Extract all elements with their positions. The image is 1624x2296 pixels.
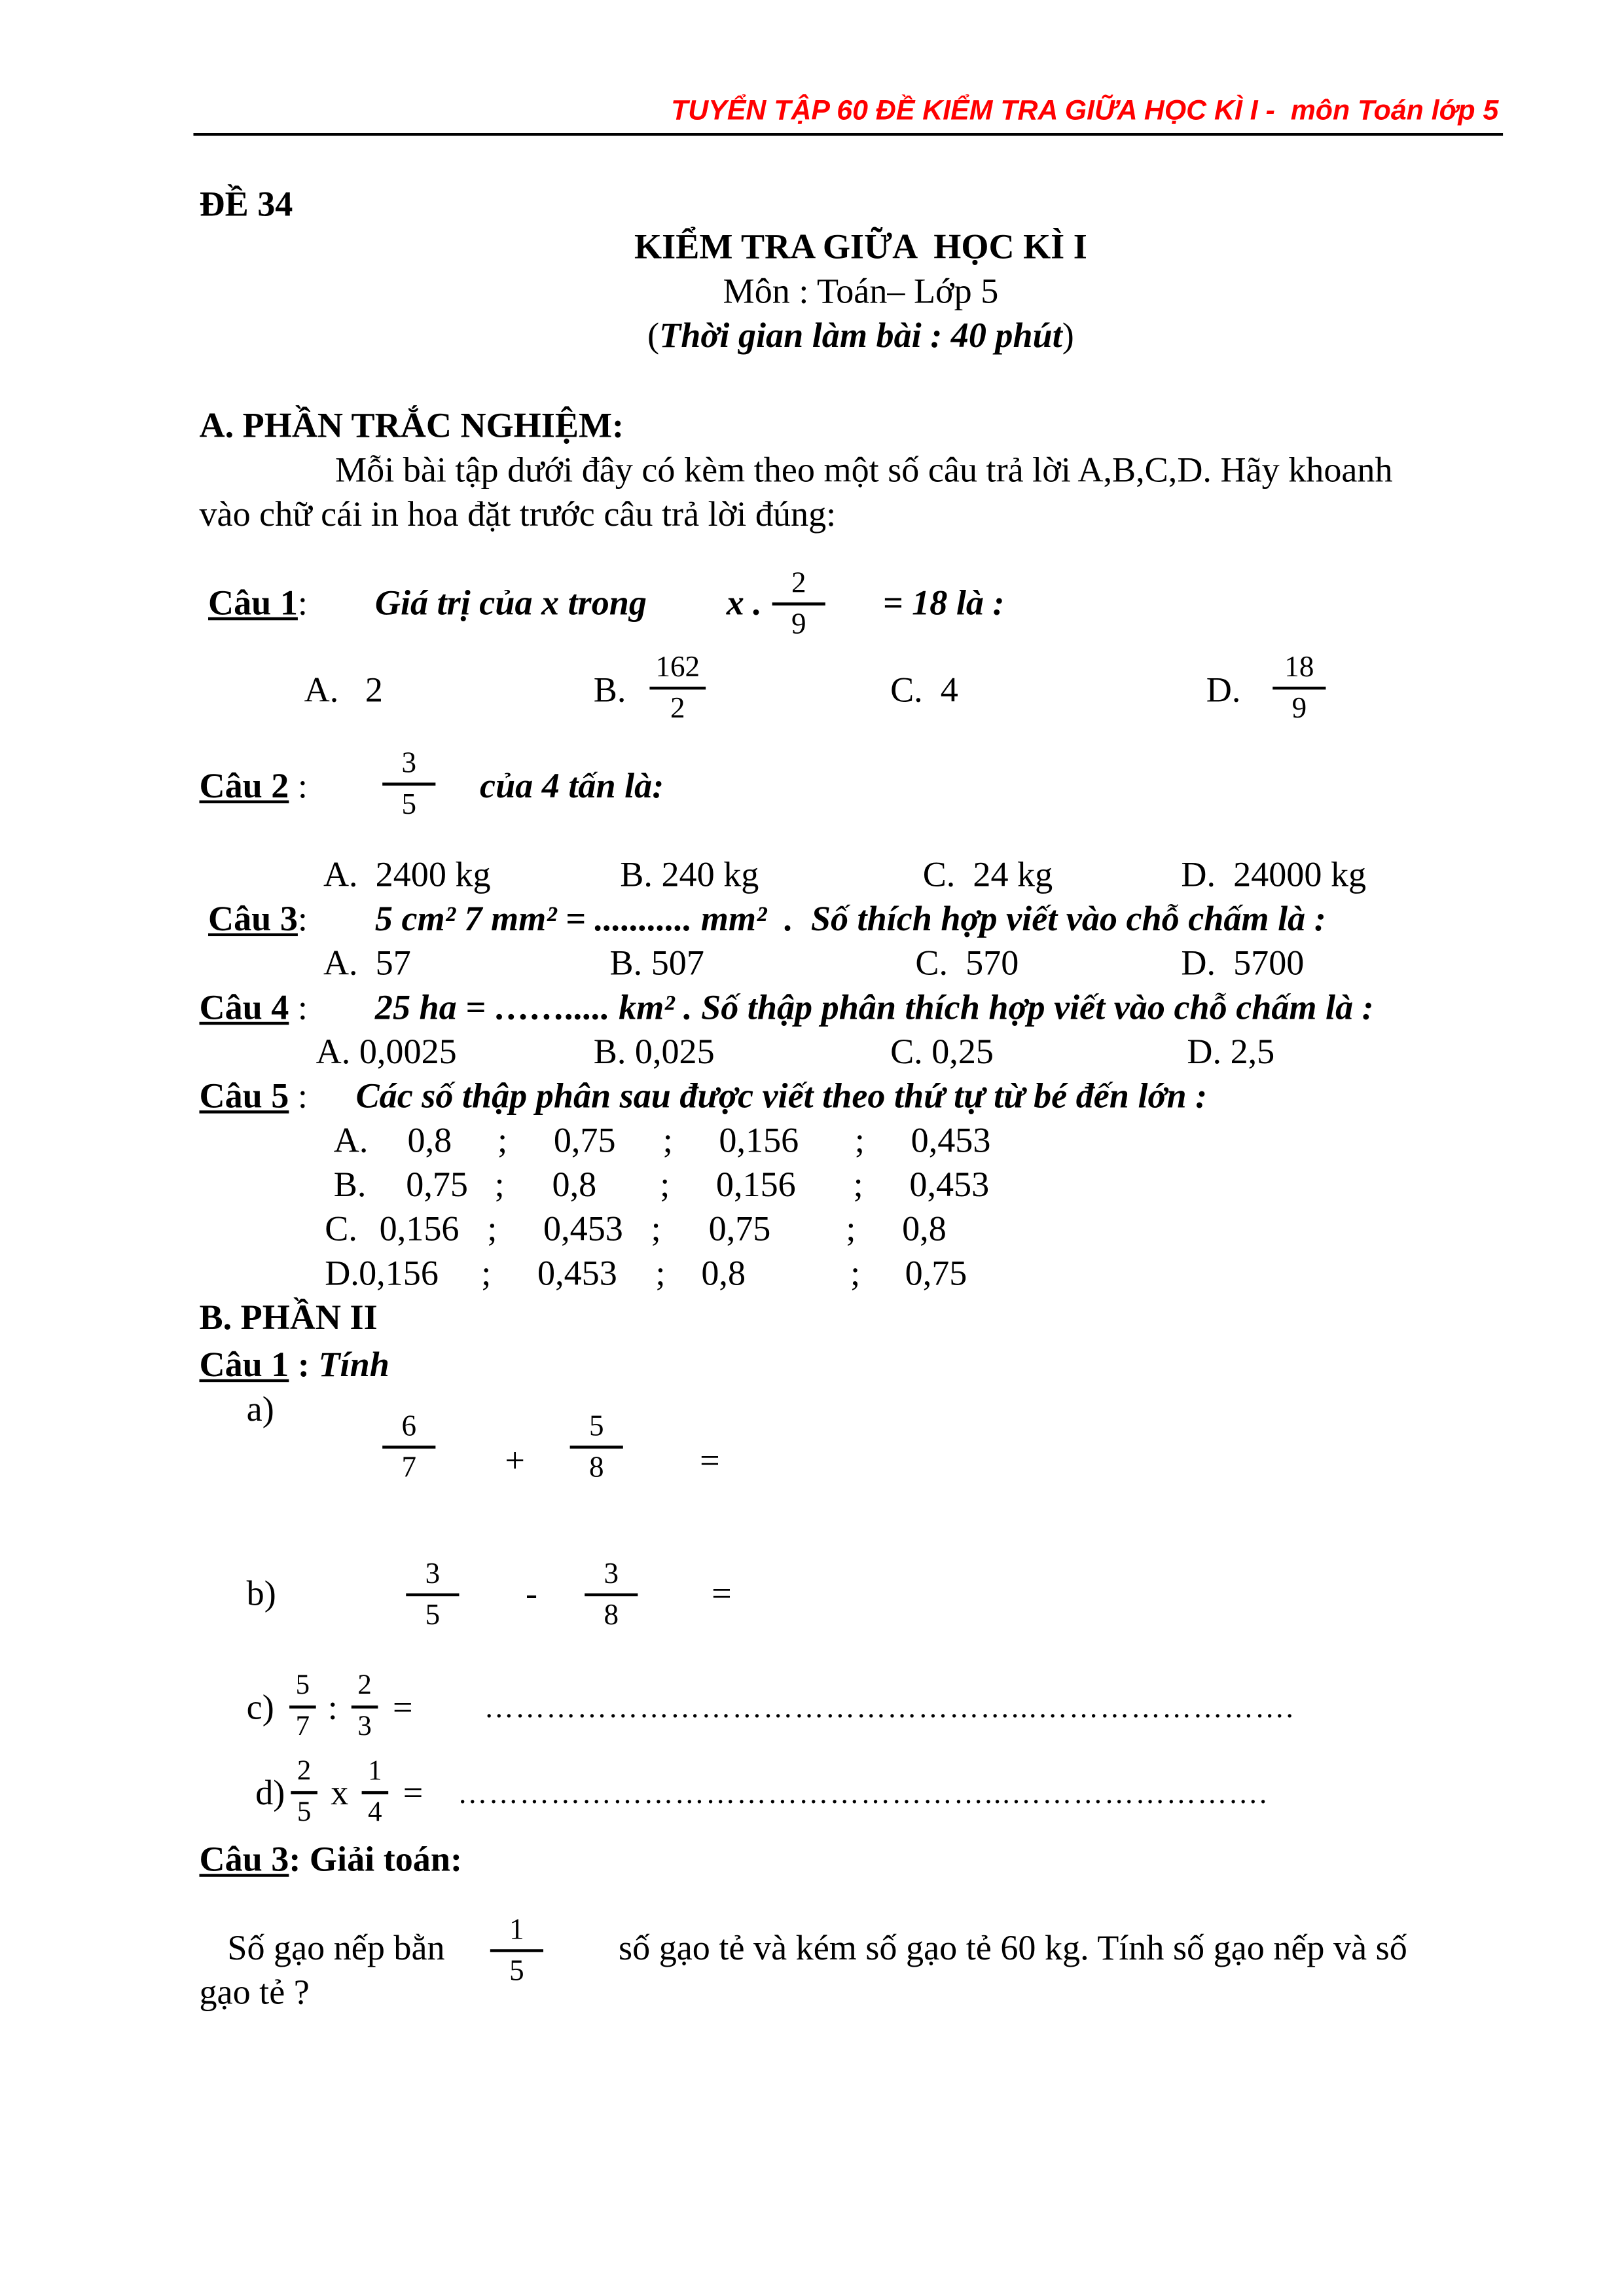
option-d[interactable]: D. [1206, 672, 1241, 710]
label: Câu 1 [208, 585, 298, 623]
option-letter[interactable]: D. [325, 1255, 359, 1294]
fraction: 2 9 [772, 567, 825, 640]
question-5-label: Câu 5 : [199, 1078, 308, 1117]
option-value: 0,8 [701, 1255, 746, 1294]
time-line [647, 314, 1074, 359]
part-b-question-3-label: Câu 3: Giải toán: [199, 1841, 463, 1880]
question-4-text: 25 ha = ……..... km² . Số thập phân thích hợp viết vào chỗ chấm là : [374, 989, 1374, 1028]
option-a[interactable]: A. 0,0025 [316, 1033, 457, 1072]
header-title: TUYỂN TẬP 60 ĐỀ KIỂM TRA GIỮA HỌC KÌ I - môn Toán lớp 5 [671, 96, 1499, 127]
instruction-line-2: vào chữ cái in hoa đặt trước câu trả lời đúng: [199, 496, 837, 535]
operator: - [525, 1575, 538, 1614]
option-value: 0,156 [359, 1255, 439, 1294]
equals: = [403, 1775, 424, 1813]
part-a-heading: A. PHẦN TRẮC NGHIỆM: [199, 407, 624, 446]
option-value: 0,453 [537, 1255, 617, 1294]
equals: = [712, 1575, 732, 1614]
option-b[interactable]: B. 240 kg [620, 856, 759, 895]
fraction: 1 4 [362, 1756, 389, 1829]
separator: ; [481, 1255, 492, 1294]
separator: ; [846, 1211, 856, 1250]
separator: ; [655, 1255, 666, 1294]
option-a[interactable]: A. 2400 kg [323, 856, 491, 895]
option-d[interactable]: D. 24000 kg [1181, 856, 1367, 895]
equals: = [392, 1689, 413, 1728]
problem-text-2: số gạo tẻ và kém số gạo tẻ 60 kg. Tính số gạo nếp và số [619, 1929, 1407, 1969]
fraction: 3 5 [406, 1558, 459, 1631]
fraction: 2 3 [352, 1670, 378, 1743]
question-2-label: Câu 2 : [199, 767, 308, 807]
option-value: 0,75 [553, 1122, 616, 1161]
exam-number: ĐỀ 34 [199, 186, 293, 225]
option-letter[interactable]: B. [333, 1166, 367, 1205]
option-a[interactable]: A. 57 [323, 945, 411, 984]
option-value: 0,453 [909, 1166, 990, 1205]
answer-line[interactable]: ……………………………………………...……………………. [458, 1777, 1269, 1811]
question-1-x: x . [726, 585, 762, 623]
fraction: 3 5 [382, 747, 435, 820]
option-letter[interactable]: C. [325, 1211, 357, 1250]
exam-title: KIỂM TRA GIỮA HỌC KÌ I [634, 228, 1087, 268]
separator: ; [494, 1166, 505, 1205]
option-b[interactable]: B. 507 [609, 945, 704, 984]
equals: = [700, 1442, 720, 1482]
option-value: 0,453 [911, 1122, 991, 1161]
fraction: 5 8 [570, 1410, 623, 1484]
option-d[interactable]: D. 2,5 [1187, 1033, 1275, 1072]
operator: : [327, 1689, 338, 1728]
item-c-label: c) [246, 1689, 274, 1728]
separator: ; [660, 1166, 670, 1205]
question-1-label [208, 582, 308, 627]
fraction: 2 5 [291, 1756, 317, 1829]
question-4-label: Câu 4 : [199, 989, 308, 1028]
colon: : [297, 585, 308, 623]
option-letter[interactable]: A. [333, 1122, 369, 1161]
part-b-heading: B. PHẦN II [199, 1299, 378, 1338]
question-3-text: 5 cm² 7 mm² = ........... mm² . Số thích hợp viết vào chỗ chấm là : [374, 900, 1326, 939]
paren: ( [647, 317, 660, 356]
operator: x [331, 1775, 349, 1813]
question-2-text: của 4 tấn là: [480, 767, 664, 807]
time-text: Thời gian làm bài : 40 phút [659, 317, 1062, 356]
fraction: 1 5 [490, 1914, 543, 1987]
option-d[interactable]: D. 5700 [1181, 945, 1305, 984]
fraction: 6 7 [382, 1410, 435, 1484]
option-value: 0,8 [407, 1122, 452, 1161]
option-c[interactable]: C. 4 [890, 672, 958, 710]
separator: ; [850, 1255, 861, 1294]
option-value: 0,156 [379, 1211, 460, 1250]
option-b[interactable]: B. [593, 672, 626, 710]
problem-text-3: gạo tẻ ? [199, 1974, 310, 2013]
fraction: 18 9 [1272, 651, 1326, 725]
option-value: 0,75 [708, 1211, 771, 1250]
instruction-line-1: Mỗi bài tập dưới đây có kèm theo một số câu trả lời A,B,C,D. Hãy khoanh [334, 452, 1393, 490]
answer-line[interactable]: ……………………………………………...……………………. [484, 1692, 1295, 1725]
fraction: 162 2 [649, 651, 706, 725]
question-1-rest: = 18 là : [882, 585, 1005, 623]
operator: + [505, 1442, 525, 1482]
option-value: 0,8 [902, 1211, 947, 1250]
option-value: 0,453 [543, 1211, 623, 1250]
item-b-label: b) [246, 1575, 276, 1614]
question-1-text: Giá trị của x trong [374, 585, 647, 623]
option-value: 0,156 [715, 1166, 796, 1205]
problem-text-1: Số gạo nếp bằn [227, 1929, 445, 1969]
separator: ; [497, 1122, 508, 1161]
option-b[interactable]: B. 0,025 [593, 1033, 715, 1072]
option-c[interactable]: C. 0,25 [890, 1033, 994, 1072]
question-5-text: Các số thập phân sau được viết theo thứ tự từ bé đến lớn : [355, 1078, 1208, 1117]
separator: ; [853, 1166, 863, 1205]
fraction: 3 8 [585, 1558, 638, 1631]
separator: ; [487, 1211, 497, 1250]
option-c[interactable]: C. 24 kg [922, 856, 1053, 895]
item-d-label: d) [255, 1775, 285, 1813]
separator: ; [662, 1122, 673, 1161]
separator: ; [854, 1122, 865, 1161]
option-value: 0,156 [719, 1122, 799, 1161]
question-3-label: Câu 3: [208, 900, 308, 939]
option-value: 0,8 [552, 1166, 597, 1205]
option-a[interactable]: A. 2 [304, 672, 383, 710]
paren: ) [1062, 317, 1074, 356]
option-value: 0,75 [406, 1166, 468, 1205]
item-a-label: a) [246, 1391, 274, 1430]
header-rule [193, 133, 1503, 136]
fraction: 5 7 [289, 1670, 316, 1743]
option-value: 0,75 [905, 1255, 967, 1294]
option-c[interactable]: C. 570 [915, 945, 1019, 984]
subject-line: Môn : Toán– Lớp 5 [723, 273, 999, 312]
part-b-question-1-label: Câu 1 : Tính [199, 1347, 389, 1385]
separator: ; [651, 1211, 661, 1250]
